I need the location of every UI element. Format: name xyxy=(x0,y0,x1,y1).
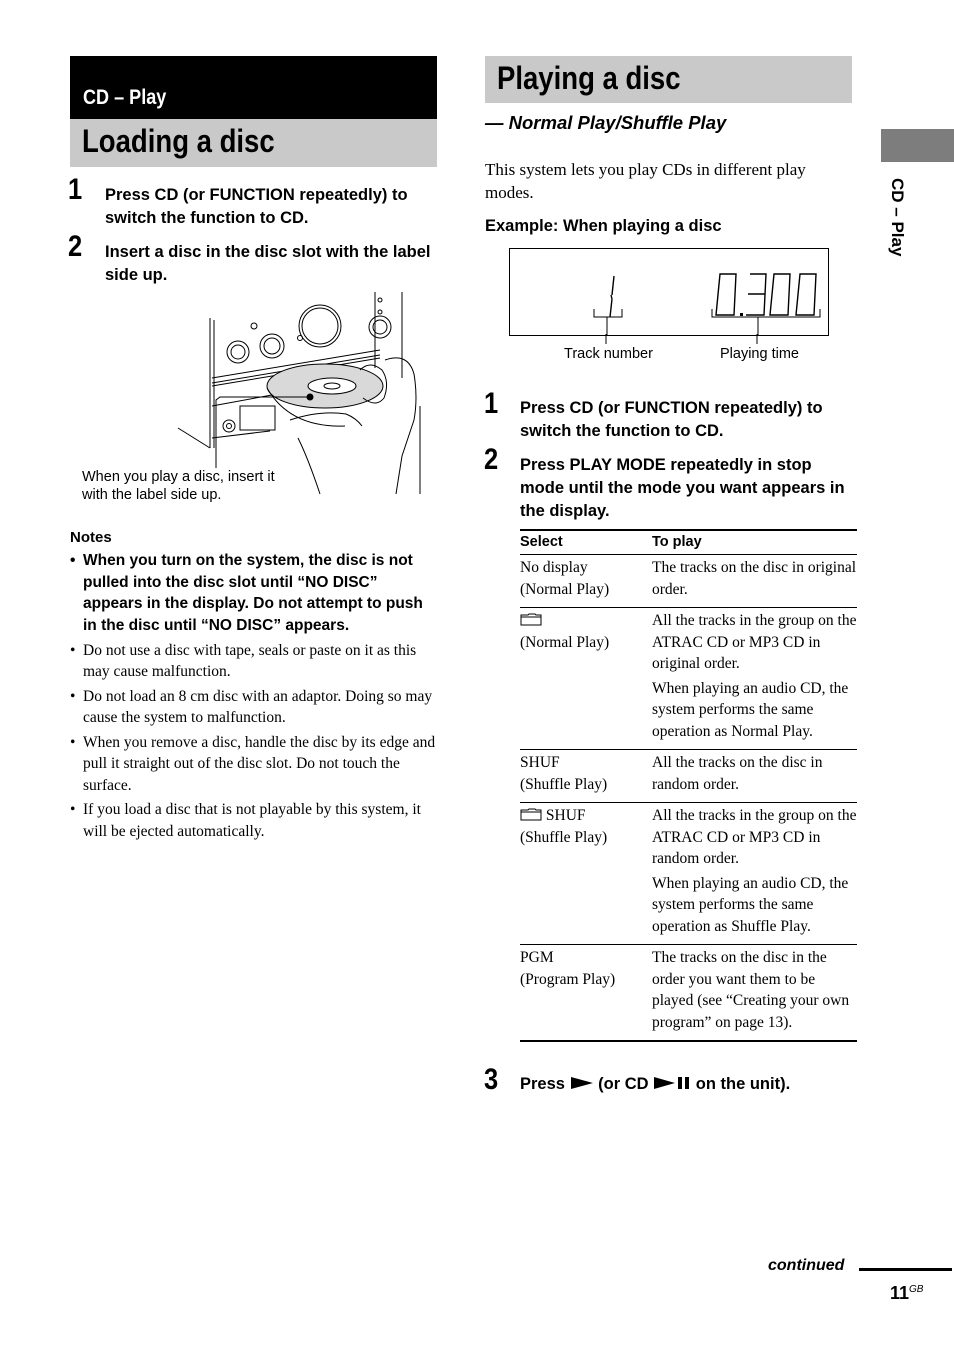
step-number: 2 xyxy=(68,230,83,263)
display-panel xyxy=(509,248,829,336)
table-row xyxy=(520,555,857,608)
note-item: • When you turn on the system, the disc is not pulled into the disc slot until “NO DISC” appears in the display. Do not attempt to push in the disc until “NO DISC” appears. xyxy=(70,550,438,637)
page-number-value: 11 xyxy=(890,1283,910,1303)
select-mode: (Shuffle Play) xyxy=(520,775,608,793)
page-number-suffix: GB xyxy=(909,1284,924,1295)
to-play-text: The tracks on the disc in the order you want them to be played (see “Creating your own program” on page 13). xyxy=(652,949,850,1031)
note-item: • Do not use a disc with tape, seals or paste on it as this may cause malfunction. xyxy=(70,640,438,683)
title-bar xyxy=(485,56,852,103)
continued-rule xyxy=(859,1268,952,1271)
to-play-text: All the tracks on the disc in random order. xyxy=(652,754,823,793)
subtitle: — Normal Play/Shuffle Play xyxy=(485,112,727,133)
title-bar xyxy=(70,119,437,167)
intro-text: This system lets you play CDs in different play modes. xyxy=(485,160,806,202)
step3-post: on the unit). xyxy=(695,1075,791,1093)
note-item: • If you load a disc that is not playable by this system, it will be ejected automatically. xyxy=(70,799,438,842)
column-header-select: Select xyxy=(520,530,652,555)
select-value: SHUF xyxy=(520,754,560,771)
select-mode: (Normal Play) xyxy=(520,633,610,651)
select-value: PGM xyxy=(520,949,554,966)
to-play-text: All the tracks in the group on the ATRAC CD or MP3 CD in random order. xyxy=(652,807,857,867)
section-header xyxy=(70,56,437,119)
folder-icon xyxy=(520,613,542,626)
to-play-text: All the tracks in the group on the ATRAC CD or MP3 CD in original order. xyxy=(652,612,857,672)
select-value: No display xyxy=(520,559,588,576)
notes-list xyxy=(70,550,438,845)
table-row xyxy=(520,945,857,1042)
select-mode: (Shuffle Play) xyxy=(520,828,608,846)
playing-time-label: Playing time xyxy=(720,346,799,362)
track-number-label: Track number xyxy=(564,346,653,362)
step-text: Press CD (or FUNCTION repeatedly) to switch the function to CD. xyxy=(520,399,823,440)
side-tab-label: CD – Play xyxy=(888,178,907,257)
to-play-text: When playing an audio CD, the system performs the same operation as Normal Play. xyxy=(652,679,849,740)
step-text: Press PLAY MODE repeatedly in stop mode until the mode you want appears in the display. xyxy=(520,456,845,520)
note-item: • When you remove a disc, handle the disc by its edge and pull it straight out of the disc slot. Do not touch the surface. xyxy=(70,732,438,797)
step3-pre: Press xyxy=(520,1075,565,1093)
table-row xyxy=(520,803,857,945)
segment-readout xyxy=(510,249,828,335)
step3-mid: (or CD xyxy=(598,1075,649,1093)
page-number xyxy=(890,1283,923,1304)
side-tab-marker xyxy=(881,129,954,162)
to-play-text: The tracks on the disc in original order. xyxy=(652,559,857,598)
section-label: CD – Play xyxy=(83,86,167,109)
play-icon xyxy=(570,1076,594,1090)
page-title: Loading a disc xyxy=(82,123,275,159)
play-mode-table xyxy=(520,529,857,1042)
step-text: Press CD (or FUNCTION repeatedly) to switch the function to CD. xyxy=(105,186,408,227)
folder-icon xyxy=(520,808,542,821)
page-title: Playing a disc xyxy=(497,60,681,96)
play-pause-icon xyxy=(653,1076,691,1090)
step-number: 2 xyxy=(484,443,499,476)
step-text: Insert a disc in the disc slot with the label side up. xyxy=(105,243,431,284)
example-label: Example: When playing a disc xyxy=(485,217,722,235)
note-item: • Do not load an 8 cm disc with an adaptor. Doing so may cause the system to malfunction. xyxy=(70,686,438,729)
step-number: 3 xyxy=(484,1063,499,1096)
select-mode: (Program Play) xyxy=(520,970,616,988)
to-play-text: When playing an audio CD, the system performs the same operation as Shuffle Play. xyxy=(652,874,849,935)
step-number: 1 xyxy=(484,387,499,420)
column-header-to-play: To play xyxy=(652,530,857,555)
step-number: 1 xyxy=(68,173,83,206)
step-text xyxy=(520,1073,790,1096)
continued-label: continued xyxy=(768,1257,845,1274)
table-row xyxy=(520,608,857,750)
notes-title: Notes xyxy=(70,529,112,546)
table-row xyxy=(520,750,857,803)
illustration-caption: When you play a disc, insert it with the label side up. xyxy=(82,469,275,503)
select-mode: (Normal Play) xyxy=(520,580,610,598)
select-value: SHUF xyxy=(545,807,586,824)
